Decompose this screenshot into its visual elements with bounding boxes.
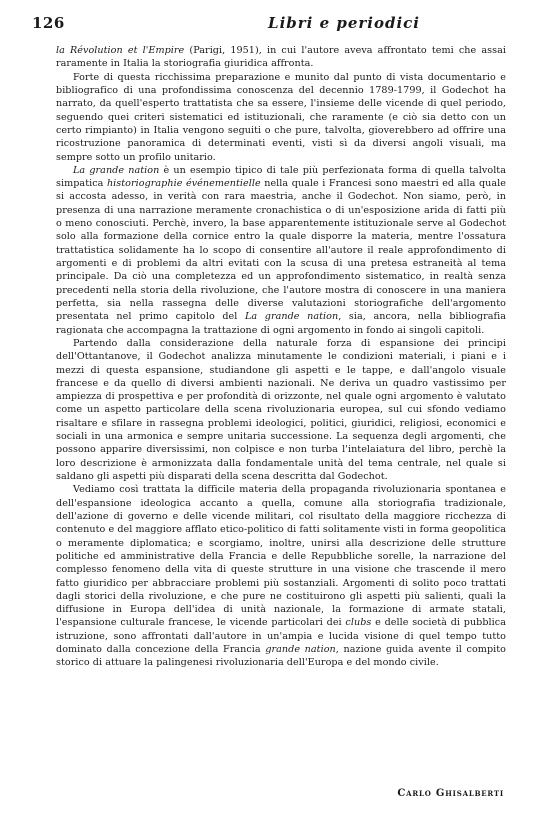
text-segment: Vediamo così trattata la difficile materia della propaganda rivoluzionaria spontanea e dell'espansione ideologica accanto a quella, comune alla storiografia tradizionale, dell'azione di governo e delle vicende militari, col risultato della maggiore ricchezza di contenuto e del maggiore afflato etico-politico di fatti solitamente visti in forma geopolitica o meramente diplomatica; e scorgiamo, inoltre, unirsi alla descrizione delle strutture politiche ed amministrative della Francia e delle Repubbliche sorelle, la narrazione del complesso fenomeno della vita di queste strutture in una visione che trascende il mero fatto giuridico per abbracciare problemi più sostanziali. Argomenti di solito poco trattati dagli storici della rivoluzione, e che pure ne costituirono gli aspetti più salienti, quali la diffusione in Europa dell'idea di unità nazionale, la formazione di armate statali, l'espansione culturale francese, le vicende particolari dei — [56, 484, 506, 629]
paragraph-p4 — [56, 337, 506, 483]
text-segment: , sia, ancora, nella bibliografia ragionata che accompagna la trattazione di ogni argomento in fondo ai singoli capitoli. — [56, 311, 506, 336]
running-title: Libri e periodici — [268, 14, 420, 32]
italic-text-segment: La grande nation — [245, 311, 339, 323]
italic-text-segment: clubs — [345, 617, 372, 629]
text-segment: nella quale i Francesi sono maestri ed alla quale si accosta adesso, in verità con rara maestria, anche il Godechot. Non siamo, però, in presenza di una narrazione meramente cronachistica o di un'esposizione arida di fatti più o meno conosciuti. Perchè, invero, la base apparentemente istituzionale serve al Godechot solo alla formazione della cornice entro la quale disporre la materia, mentre l'ossatura trattatistica solidamente ha lo scopo di consentire all'autore il reale approfondimento di argomenti e di problemi da altri evitati con la scusa di una pretesa estraneità al tema principale. Da ciò una completezza ed un approfondimento sistematico, in realtà senza precedenti nella storia della rivoluzione, che l'autore mostra di conoscere in una maniera perfetta, sia nella rassegna delle diverse valutazioni storiografiche dell'argomento presentata nel primo capitolo del — [56, 178, 506, 323]
author-signature: Carlo Ghisalberti — [397, 788, 504, 799]
italic-text-segment: la Révolution et l'Empire — [56, 45, 185, 56]
paragraph-p2 — [56, 71, 506, 164]
text-segment: , nazione guida avente il compito storico di attuare la palingenesi rivoluzionaria dell'Europa e del mondo civile. — [56, 644, 506, 669]
italic-text-segment: grande nation — [265, 644, 336, 656]
paragraph-p5 — [56, 483, 506, 669]
page-number: 126 — [32, 14, 65, 32]
italic-text-segment: La grande nation — [73, 164, 160, 176]
page-header — [32, 14, 516, 38]
text-segment: (Parigi, 1951), in cui l'autore aveva affrontato temi che assai raramente in Italia la storiografia giuridica affronta. — [56, 45, 506, 70]
paragraph-p3 — [56, 164, 506, 337]
text-segment: e delle società di pubblica istruzione, sono affrontati dall'autore in un'ampia e lucida visione di quel tempo tutto dominato dalla concezione della Francia — [56, 617, 506, 656]
text-segment: Partendo dalla considerazione della naturale forza di espansione dei principi dell'Ottantanove, il Godechot analizza minutamente le condizioni materiali, i piani e i mezzi di questa espansione, studiandone gli aspetti e le tappe, e dall'angolo visuale francese e da quello di diversi ambienti nazionali. Ne deriva un quadro vastissimo per ampiezza di prospettiva e per profondità di orizzonte, nel quale ogni argomento è valutato come un aspetto particolare della scena rivoluzionaria europea, sul cui sfondo vediamo risaltare e sfilare in rassegna problemi ideologici, politici, giuridici, religiosi, economici e sociali in una armonica e sempre unitaria successione. La sequenza degli argomenti, che possono apparire diversissimi, non colpisce e non turba l'intelaiatura del libro, perchè la loro descrizione è armonizzata dalla fondamentale unità del tema centrale, nel quale si saldano gli aspetti più disparati della scena descritta dal Godechot. — [56, 337, 506, 482]
italic-text-segment: historiographie événementielle — [106, 178, 261, 190]
text-segment: Forte di questa ricchissima preparazione e munito dal punto di vista documentario e bibliografico di una profondissima conoscenza del decennio 1789-1799, il Godechot ha narrato, da quell'esperto trattatista che sa essere, l'insieme delle vicende di quel periodo, seguendo quei criteri sistematici ed istituzionali, che raramente (e ciò sia detto con un certo rimpianto) in Italia vengono seguiti o che pure, talvolta, gioverebbero ad offrire una ricostruzione panoramica di determinati eventi, visti sì da diversi angoli visuali, ma sempre sotto un profilo unitario. — [56, 71, 506, 163]
review-body — [56, 44, 506, 670]
paragraph-p1 — [56, 44, 506, 71]
text-segment: è un esempio tipico di tale più perfezionata forma di quella talvolta simpatica — [56, 164, 506, 190]
